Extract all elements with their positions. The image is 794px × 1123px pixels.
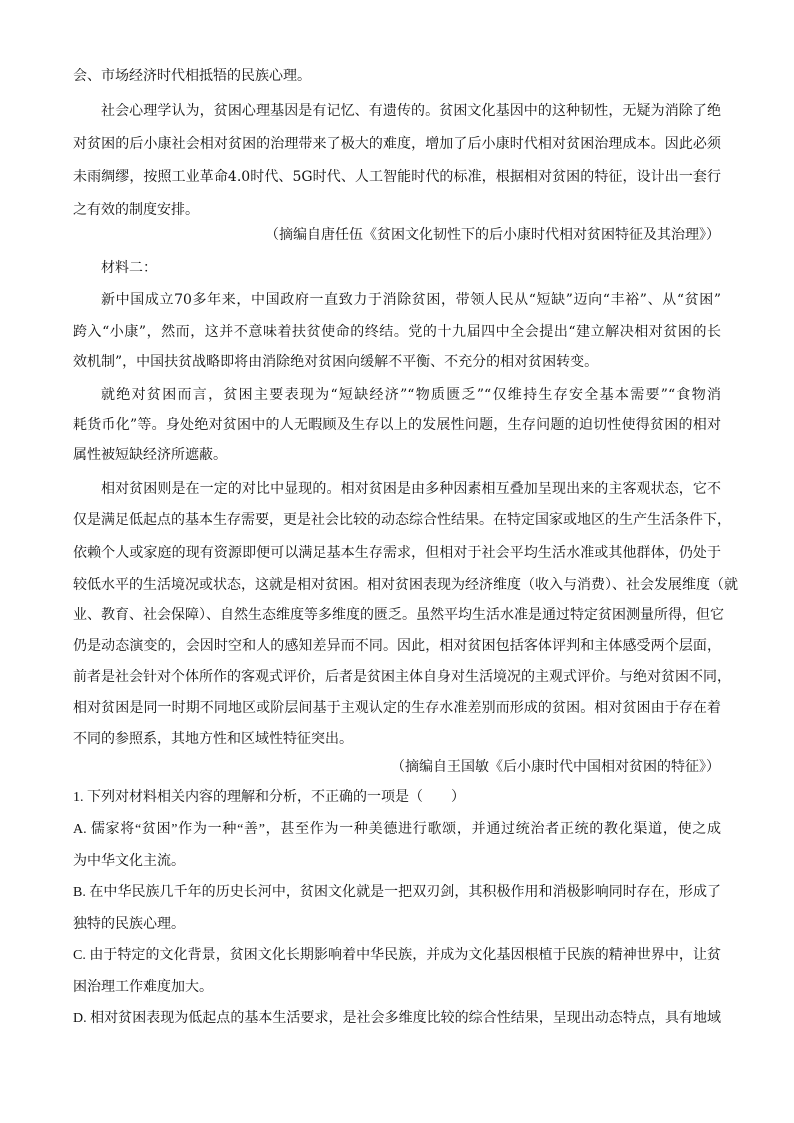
option-b: B. 在中华民族几千年的历史长河中，贫困文化就是一把双刃剑，其积极作用和消极影响同时存在，形成了 [73, 885, 721, 900]
option-d: D. 相对贫困表现为低起点的基本生活要求，是社会多维度比较的综合性结果，呈现出动态特点，具有地域 [73, 1011, 721, 1026]
source-citation: （摘编自王国敏《后小康时代中国相对贫困的特征》） [391, 759, 720, 775]
section-heading: 材料二： [101, 260, 157, 276]
option-a: A. 儒家将“贫困”作为一种“善”，甚至作为一种美德进行歌颂，并通过统治者正统的教化渠道，使之成 [73, 822, 721, 837]
paragraph-line: 业、教育、社会保障）、自然生态维度等多维度的匮乏。虽然平均生活水准是通过特定贫困测量所得，但它 [73, 607, 724, 623]
paragraph-line: 仅是满足低起点的基本生存需要，更是社会比较的动态综合性结果。在特定国家或地区的生产生活条件下， [73, 512, 731, 528]
paragraph-line: 之有效的制度安排。 [73, 202, 199, 218]
source-citation: （摘编自唐任伍《贫困文化韧性下的后小康时代相对贫困特征及其治理》） [265, 227, 720, 243]
paragraph-line: 新中国成立70多年来，中国政府一直致力于消除贫困，带领人民从“短缺”迈向“丰裕”、从“贫困” [101, 292, 721, 308]
paragraph-line: 不同的参照系，其地方性和区域性特征突出。 [73, 731, 353, 747]
paragraph-line: 依赖个人或家庭的现有资源即便可以满足基本生存需求，但相对于社会平均生活水准或其他群体，仍处于 [73, 545, 721, 561]
paragraph-line: 耗货币化”等。身处绝对贫困中的人无暇顾及生存以上的发展性问题，生存问题的迫切性使得贫困的相对 [73, 417, 721, 433]
paragraph-line: 对贫困的后小康社会相对贫困的治理带来了极大的难度，增加了后小康时代相对贫困治理成本。因此必须 [73, 136, 721, 152]
paragraph-line: 较低水平的生活境况或状态，这就是相对贫困。相对贫困表现为经济维度（收入与消费）、社会发展维度（就 [73, 577, 738, 593]
paragraph-line: 仍是动态演变的，会因时空和人的感知差异而不同。因此，相对贫困包括客体评判和主体感受两个层面， [73, 638, 721, 654]
option-c: C. 由于特定的文化背景，贫困文化长期影响着中华民族，并成为文化基因根植于民族的精神世界中，让贫 [73, 948, 721, 963]
option-c-cont: 困治理工作难度加大。 [73, 980, 213, 995]
paragraph-line: 相对贫困是同一时期不同地区或阶层间基于主观认定的生存水准差别而形成的贫困。相对贫困由于存在着 [73, 700, 721, 716]
paragraph-line: 属性被短缺经济所遮蔽。 [73, 447, 227, 463]
text-line: 会、市场经济时代相抵牾的民族心理。 [73, 68, 311, 84]
question-stem: 1. 下列对材料相关内容的理解和分析，不正确的一项是（ ） [73, 790, 465, 805]
paragraph-line: 跨入“小康”，然而，这并不意味着扶贫使命的终结。党的十九届四中全会提出“建立解决相对贫困的长 [73, 324, 721, 340]
paragraph-line: 未雨绸缪，按照工业革命4.0时代、5G时代、人工智能时代的标准，根据相对贫困的特征，设计出一套行 [73, 169, 721, 185]
option-a-cont: 为中华文化主流。 [73, 854, 185, 869]
paragraph-line: 就绝对贫困而言，贫困主要表现为“短缺经济”“物质匮乏”“仅维持生存安全基本需要”“食物消 [101, 387, 721, 403]
paragraph-line: 社会心理学认为，贫困心理基因是有记忆、有遗传的。贫困文化基因中的这种韧性，无疑为消除了绝 [101, 103, 721, 119]
option-b-cont: 独特的民族心理。 [73, 917, 185, 932]
paragraph-line: 相对贫困则是在一定的对比中显现的。相对贫困是由多种因素相互叠加呈现出来的主客观状态，它不 [101, 481, 721, 497]
paragraph-line: 效机制”，中国扶贫战略即将由消除绝对贫困向缓解不平衡、不充分的相对贫困转变。 [73, 354, 599, 370]
paragraph-line: 前者是社会针对个体所作的客观式评价，后者是贫困主体自身对生活境况的主观式评价。与绝对贫困不同， [73, 669, 731, 685]
